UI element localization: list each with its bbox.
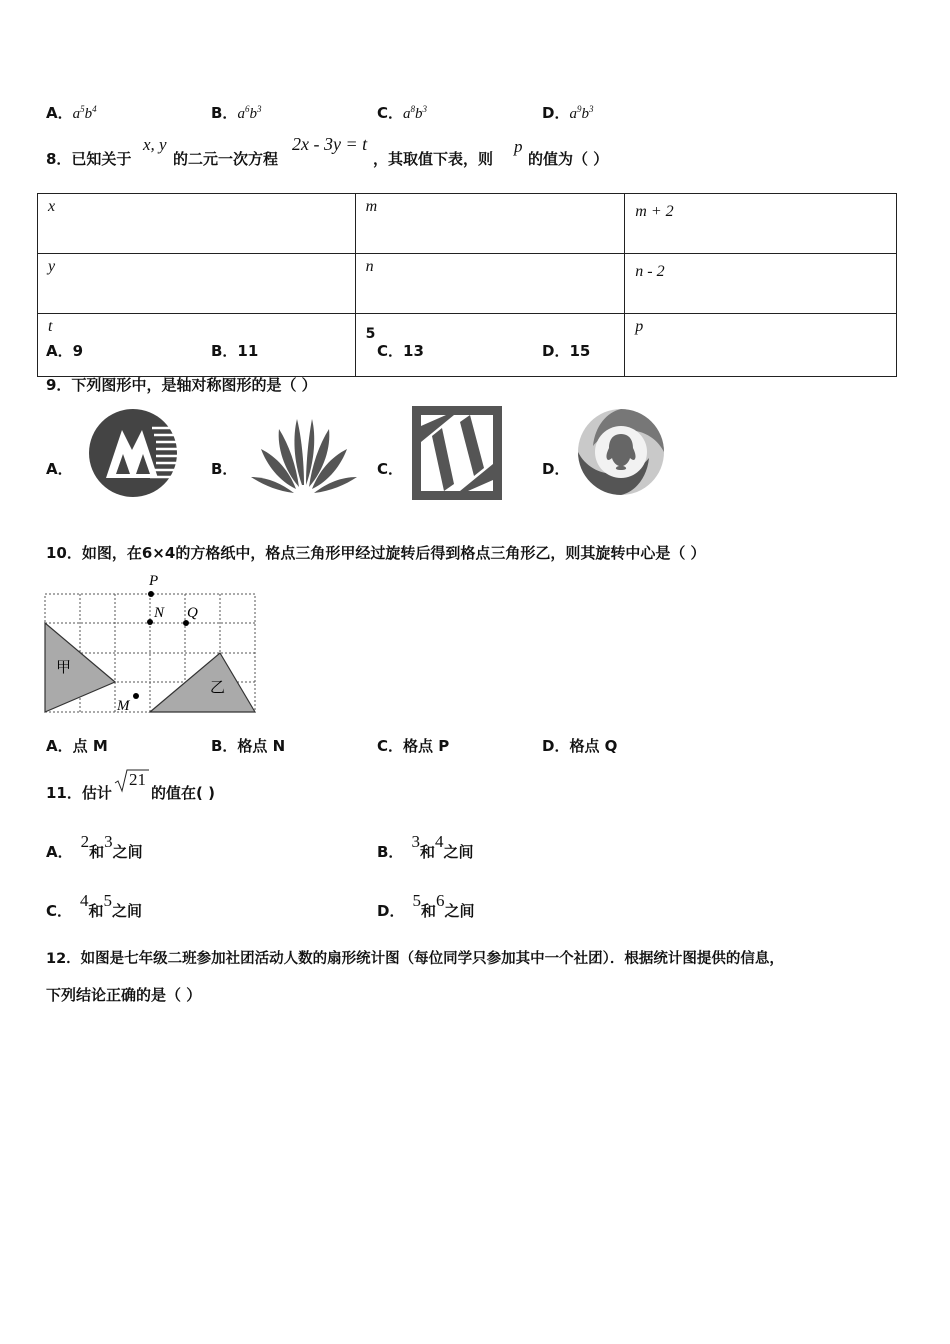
q7-option-a: A．$a^5b^4$: [46, 104, 97, 122]
label-p: P: [149, 573, 159, 589]
table-row: [38, 314, 897, 377]
q11-option-c: C．4和5之间: [46, 891, 143, 920]
q7-option-c: C．$a^8b^3$: [377, 104, 428, 122]
q8-stem-2: 的二元一次方程: [173, 150, 279, 168]
q11-option-b: B．3和4之间: [377, 832, 474, 861]
q10-option-d: D．格点 Q: [542, 737, 618, 755]
q8-option-d: D．15: [542, 342, 591, 360]
q11-stem-pre: 11．估计: [46, 784, 112, 802]
q9-stem: 9．下列图形中，是轴对称图形的是（ ）: [46, 376, 317, 394]
q9-logo-d-icon: [577, 404, 667, 500]
point-m: [133, 693, 139, 699]
q8-vars: x, y: [143, 135, 167, 154]
q8-option-b: B．11: [211, 342, 259, 360]
table-cell: n - 2: [625, 254, 897, 314]
table-cell: m: [355, 194, 625, 254]
table-cell: x: [38, 194, 356, 254]
q11-radicand: 21: [129, 770, 146, 789]
q7-option-b: B．$a^6b^3$: [211, 104, 262, 122]
q9-logo-b-icon: [249, 415, 359, 501]
label-yi: 乙: [210, 678, 226, 696]
q10-stem: 10．如图，在6×4的方格纸中，格点三角形甲经过旋转后得到格点三角形乙，则其旋转中心是（ ）: [46, 544, 706, 562]
q8-pvar: p: [514, 137, 523, 156]
q10-grid-figure: [40, 570, 262, 718]
q10-option-a: A．点 M: [46, 737, 108, 755]
q9-label-a: A．: [46, 460, 73, 478]
q8-option-c: C．13: [377, 342, 424, 360]
table-row: [38, 254, 897, 314]
table-row: [38, 194, 897, 254]
q8-value-table: [37, 193, 897, 377]
label-q: Q: [187, 605, 198, 621]
q11-option-d: D．5和6之间: [377, 891, 475, 920]
q10-option-c: C．格点 P: [377, 737, 450, 755]
q11-stem-post: 的值在( ): [151, 784, 215, 802]
q12-stem-line2: 下列结论正确的是（ ）: [46, 986, 202, 1004]
table-cell: m + 2: [625, 194, 897, 254]
q8-equation: 2x - 3y = t: [292, 134, 368, 154]
label-m: M: [117, 698, 130, 714]
q8-stem-3: ，其取值下表，则: [373, 150, 494, 168]
q9-logo-a-icon: [86, 408, 184, 498]
q9-label-c: C．: [377, 460, 404, 478]
label-jia: 甲: [56, 658, 72, 676]
table-cell: n: [355, 254, 625, 314]
q8-option-a: A．9: [46, 342, 84, 360]
q8-stem-4: 的值为（ ）: [528, 150, 609, 168]
q12-stem-line1: 12．如图是七年级二班参加社团活动人数的扇形统计图（每位同学只参加其中一个社团）．根据统计图提供的信息，: [46, 951, 784, 967]
table-cell: p: [625, 314, 897, 377]
q11-option-a: A．2和3之间: [46, 832, 143, 861]
q9-label-b: B．: [211, 460, 238, 478]
q9-logo-c-icon: [412, 406, 502, 500]
point-p: [148, 591, 154, 597]
q7-option-d: D．$a^9b^3$: [542, 104, 594, 122]
table-cell: 5: [355, 314, 625, 377]
q10-option-b: B．格点 N: [211, 737, 286, 755]
table-cell: y: [38, 254, 356, 314]
q9-label-d: D．: [542, 460, 570, 478]
q8-stem-1: 8．已知关于: [46, 150, 132, 168]
table-cell: t: [38, 314, 356, 377]
label-n: N: [154, 605, 165, 621]
point-n: [147, 619, 153, 625]
